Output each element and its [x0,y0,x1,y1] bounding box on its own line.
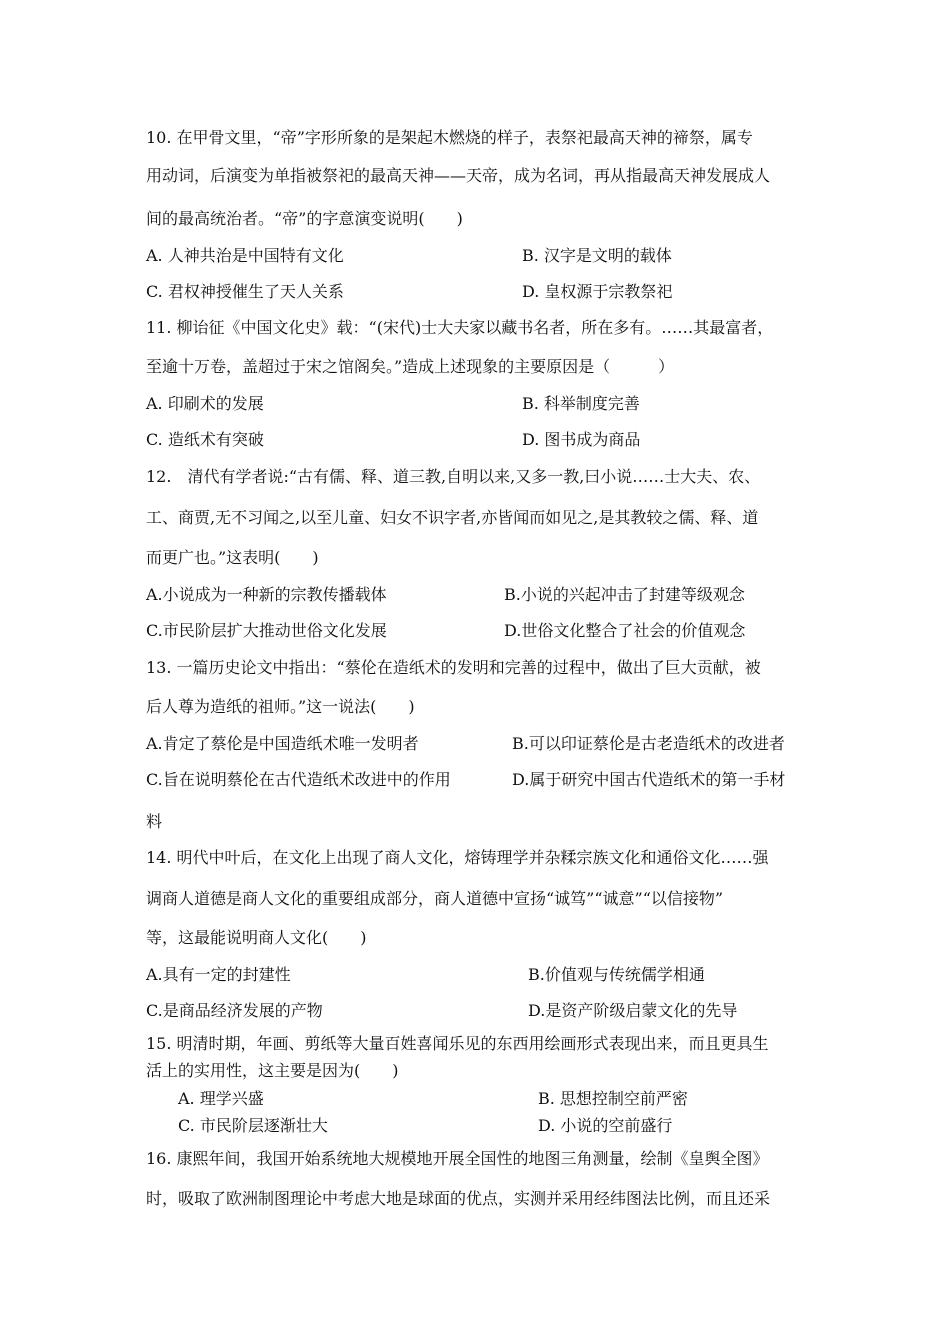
q14-option-d: D.是资产阶级启蒙文化的先导 [528,1001,738,1020]
q12-option-d: D.世俗文化整合了社会的价值观念 [504,621,746,640]
q13-option-c: C.旨在说明蔡伦在古代造纸术改进中的作用 [146,770,451,789]
q16-stem-line-1: 16. 康熙年间，我国开始系统地大规模地开展全国性的地图三角测量，绘制《皇舆全图》 [146,1149,769,1168]
q14-option-a: A.具有一定的封建性 [146,965,291,984]
q14-stem-line-3: 等，这最能说明商人文化( ) [146,928,367,947]
q16-stem-line-2: 时，吸取了欧洲制图理论中考虑大地是球面的优点，实测并采用经纬图法比例，而且还采 [146,1189,771,1208]
q10-stem-line-3: 间的最高统治者。“帝”的字意演变说明( ) [146,209,463,228]
q15-stem-line-1: 15. 明清时期，年画、剪纸等大量百姓喜闻乐见的东西用绘画形式表现出来，而且更具生 [146,1034,769,1053]
q13-option-d: D.属于研究中国古代造纸术的第一手材 [512,770,786,789]
q13-option-a: A.肯定了蔡伦是中国造纸术唯一发明者 [146,734,419,753]
q12-stem-line-1: 12. 清代有学者说:“古有儒、释、道三教,自明以来,又多一教,曰小说……士大夫、农、 [146,467,761,486]
q15-option-a: A. 理学兴盛 [178,1089,264,1108]
q11-option-b: B. 科举制度完善 [522,394,640,413]
q14-option-b: B.价值观与传统儒学相通 [528,965,705,984]
q15-option-c: C. 市民阶层逐渐壮大 [178,1116,328,1135]
q14-stem-line-1: 14. 明代中叶后，在文化上出现了商人文化，熔铸理学并杂糅宗族文化和通俗文化……强 [146,848,769,867]
q11-option-a: A. 印刷术的发展 [146,394,264,413]
q14-option-c: C.是商品经济发展的产物 [146,1001,323,1020]
q13-option-b: B.可以印证蔡伦是古老造纸术的改进者 [512,734,785,753]
q10-stem-line-1: 10. 在甲骨文里，“帝”字形所象的是架起木燃烧的样子，表祭祀最高天神的禘祭，属专 [146,128,753,147]
q13-option-d-continuation: 料 [146,812,163,831]
q11-option-c: C. 造纸术有突破 [146,430,264,449]
q15-option-d: D. 小说的空前盛行 [538,1116,673,1135]
q10-option-c: C. 君权神授催生了天人关系 [146,282,344,301]
q12-option-a: A.小说成为一种新的宗教传播载体 [146,585,387,604]
q12-option-b: B.小说的兴起冲击了封建等级观念 [504,585,745,604]
q10-option-b: B. 汉字是文明的载体 [522,246,672,265]
q15-stem-line-2: 活上的实用性，这主要是因为( ) [146,1061,399,1080]
q12-stem-line-2: 工、商贾,无不习闻之,以至儿童、妇女不识字者,亦皆闻而如见之,是其教较之儒、释、道 [146,508,759,527]
q10-stem-line-2: 用动词，后演变为单指被祭祀的最高天神——天帝，成为名词，再从指最高天神发展成人 [146,166,771,185]
q12-stem-line-3: 而更广也。”这表明( ) [146,548,319,567]
q11-stem-line-1: 11. 柳诒征《中国文化史》载：“(宋代)士大夫家以藏书名者，所在多有。……其最富者， [146,318,774,337]
q10-option-d: D. 皇权源于宗教祭祀 [522,282,673,301]
q13-stem-line-1: 13. 一篇历史论文中指出：“蔡伦在造纸术的发明和完善的过程中，做出了巨大贡献，被 [146,658,761,677]
q14-stem-line-2: 调商人道德是商人文化的重要组成部分，商人道德中宣扬“诚笃”“诚意”“以信接物” [146,889,724,908]
q11-stem-line-2: 至逾十万卷，盖超过于宋之馆阁矣。”造成上述现象的主要原因是（ ） [146,357,675,376]
q13-stem-line-2: 后人尊为造纸的祖师。”这一说法( ) [146,697,415,716]
q11-option-d: D. 图书成为商品 [522,430,641,449]
q15-option-b: B. 思想控制空前严密 [538,1089,688,1108]
q12-option-c: C.市民阶层扩大推动世俗文化发展 [146,621,387,640]
q10-option-a: A. 人神共治是中国特有文化 [146,246,344,265]
